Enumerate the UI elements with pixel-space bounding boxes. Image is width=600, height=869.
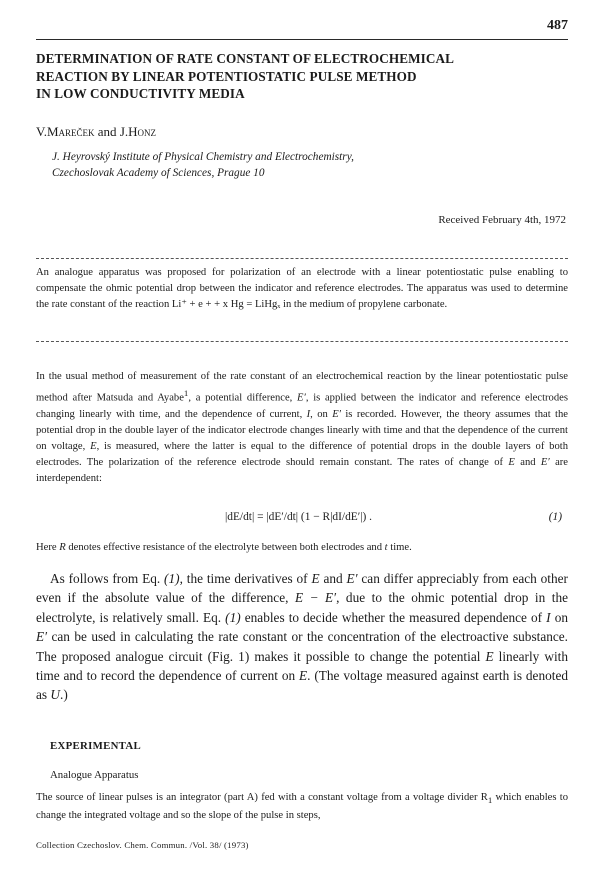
text-run: In the usual method of measurement of the rate constant of an electrochemical reaction by the linear potentiostatic pulse method after Matsuda and Ayabe bbox=[36, 371, 568, 404]
affiliation-line: J. Heyrovský Institute of Physical Chemistry and Electrochemistry, bbox=[52, 151, 354, 163]
author-name: J.Honz bbox=[119, 124, 157, 139]
text-run: are interdependent: bbox=[36, 456, 568, 484]
author-list bbox=[36, 124, 156, 140]
symbol-I: I bbox=[306, 408, 311, 420]
title-line: DETERMINATION OF RATE CONSTANT OF ELECTROCHEMICAL bbox=[36, 51, 455, 66]
symbol-E: E bbox=[508, 456, 515, 468]
article-title bbox=[36, 50, 566, 103]
symbol-R: R bbox=[59, 542, 66, 553]
abstract-bottom-rule bbox=[36, 341, 568, 342]
author-initial: V. bbox=[36, 124, 47, 139]
equation-expression: |dE/dt| = |dE′/dt| (1 − R|dI/dE′|) . bbox=[225, 511, 372, 523]
page-number: 487 bbox=[547, 18, 568, 33]
text-run: . (The voltage measured against earth is denoted as bbox=[36, 668, 568, 703]
text-run: Here bbox=[36, 542, 60, 553]
text-run: denotes effective resistance of the electrolyte between both electrodes and bbox=[65, 542, 385, 553]
symbol-U: U bbox=[50, 687, 61, 703]
section-heading: EXPERIMENTAL bbox=[50, 740, 141, 752]
received-date: Received February 4th, 1972 bbox=[438, 214, 566, 226]
equation-number: (1) bbox=[548, 511, 562, 523]
symbol-difference: E − E′ bbox=[294, 590, 337, 606]
symbol-E-prime: E′ bbox=[346, 571, 358, 586]
reference-mark: 1 bbox=[183, 388, 189, 398]
header-rule bbox=[36, 39, 568, 40]
abstract-reaction: Li⁺ + e + + x Hg = LiHgₓ bbox=[171, 299, 281, 310]
footer-citation: Collection Czechoslov. Chem. Commun. /Vol. 38/ (1973) bbox=[36, 840, 249, 850]
text-run: on bbox=[550, 609, 568, 625]
text-run: , a potential difference, bbox=[188, 392, 298, 404]
text-run: enables to decide whether the measured dependence of bbox=[240, 609, 547, 625]
abstract-text: An analogue apparatus was proposed for polarization of an electrode with a linear potentiostatic pulse enabling to compensate the ohmic potential drop between the indicator and reference electrodes. The apparatus was used to determine the rate constant of the reaction bbox=[36, 267, 568, 310]
affiliation bbox=[52, 150, 354, 181]
text-run: , due to the ohmic potential drop in the electrolyte, is relatively small. Eq. bbox=[36, 590, 568, 625]
text-run: which enables to change the integrated voltage and so the slope of the pulse in steps, bbox=[36, 792, 569, 822]
equation-explanation bbox=[36, 542, 568, 553]
symbol-E: E bbox=[90, 440, 97, 452]
subsection-heading: Analogue Apparatus bbox=[50, 769, 139, 781]
symbol-I: I bbox=[546, 609, 551, 625]
abstract-top-rule bbox=[36, 258, 568, 259]
symbol-E-prime: E′ bbox=[332, 408, 341, 420]
symbol-R1: R bbox=[480, 792, 488, 803]
subscript: 1 bbox=[487, 795, 493, 806]
equation-ref: (1) bbox=[225, 609, 241, 625]
text-run: is recorded. However, the theory assumes that the potential drop in the double layer of the indicator electrode changes linearly with time and that the dependence of the current on voltage, bbox=[36, 408, 568, 452]
text-run: , is applied between the indicator and reference electrodes changing linearly with time, and the dependence of current, bbox=[36, 392, 568, 420]
text-run: and bbox=[514, 456, 541, 468]
text-run: , on bbox=[310, 408, 333, 420]
text-run: and bbox=[319, 571, 347, 586]
text-run: can be used in calculating the rate constant or the concentration of the electroactive substance. The proposed analogue circuit (Fig. 1) makes it possible to change the potential bbox=[36, 629, 568, 664]
abstract-tail: in the medium of propylene carbonate. bbox=[283, 299, 448, 310]
symbol-E-prime: E′ bbox=[297, 392, 306, 404]
experimental-paragraph bbox=[36, 790, 568, 824]
abstract bbox=[36, 265, 568, 313]
symbol-E: E bbox=[311, 571, 320, 586]
equation-ref: (1) bbox=[164, 571, 180, 586]
affiliation-line: Czechoslovak Academy of Sciences, Prague 10 bbox=[52, 166, 265, 179]
text-run: .) bbox=[60, 687, 68, 703]
title-line: REACTION BY LINEAR POTENTIOSTATIC PULSE METHOD bbox=[36, 68, 417, 84]
text-run: linearly with time and to record the dependence of current on bbox=[36, 648, 568, 684]
symbol-E: E bbox=[485, 648, 494, 664]
text-run: , the time derivatives of bbox=[179, 571, 312, 586]
text-run: The source of linear pulses is an integrator (part A) fed with a constant voltage from a voltage divider bbox=[36, 792, 481, 803]
intro-paragraph bbox=[36, 369, 568, 487]
symbol-t: t bbox=[384, 542, 388, 553]
text-run: , is measured, where the latter is equal to the difference of potential drops in the double layers of both electrodes. The polarization of the reference electrode should remain constant. The rates of change of bbox=[36, 440, 568, 468]
author-conjunction: and bbox=[97, 124, 117, 139]
symbol-E-prime: E′ bbox=[36, 629, 48, 645]
author-surname: Mareček bbox=[46, 124, 95, 139]
symbol-E: E bbox=[299, 668, 308, 684]
text-run: As follows from Eq. bbox=[50, 571, 165, 586]
text-run: can differ appreciably from each other even if the absolute value of the difference, bbox=[36, 571, 568, 606]
text-run: time. bbox=[387, 542, 412, 553]
symbol-E-prime: E′ bbox=[540, 456, 550, 468]
title-line: IN LOW CONDUCTIVITY MEDIA bbox=[36, 86, 245, 101]
discussion-paragraph bbox=[36, 569, 568, 705]
